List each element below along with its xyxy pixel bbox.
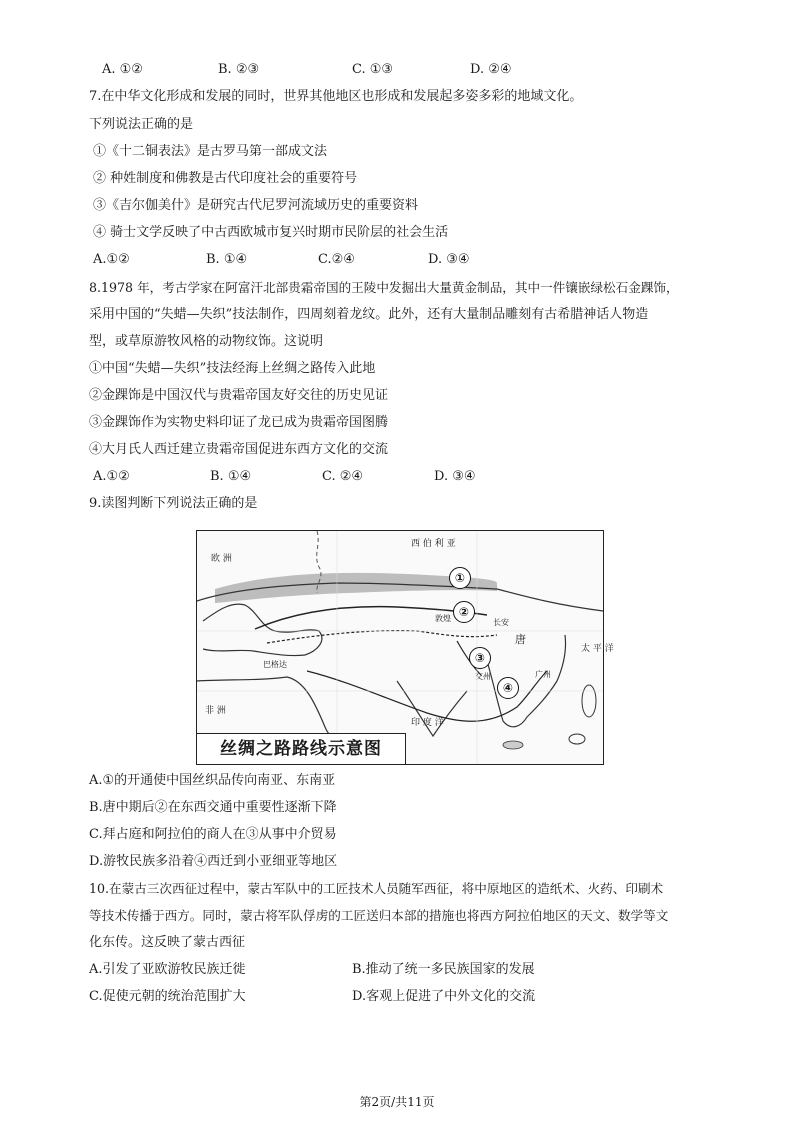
q7-statement-2: ② 种姓制度和佛教是古代印度社会的重要符号 bbox=[93, 171, 358, 186]
map-graphic bbox=[197, 531, 603, 764]
map-label-india: 印 度 洋 bbox=[411, 718, 444, 728]
q10-option-c[interactable]: C.促使元朝的统治范围扩大 bbox=[89, 989, 246, 1004]
q7-statement-1: ①《十二铜表法》是古罗马第一部成文法 bbox=[93, 144, 328, 159]
q7-option-b[interactable]: B. ①④ bbox=[206, 252, 248, 267]
route-marker-4: ④ bbox=[497, 677, 519, 699]
prev-option-d[interactable]: D. ②④ bbox=[470, 62, 512, 77]
page-footer: 第2页/共11页 bbox=[359, 1095, 435, 1109]
q9-option-c[interactable]: C.拜占庭和阿拉伯的商人在③从事中介贸易 bbox=[89, 827, 337, 842]
prev-options-row bbox=[0, 61, 794, 79]
q7-option-d[interactable]: D. ③④ bbox=[428, 252, 470, 267]
q10-stem-line3: 化东传。这反映了蒙古西征 bbox=[89, 935, 246, 950]
q9-option-b[interactable]: B.唐中期后②在东西交通中重要性逐渐下降 bbox=[89, 800, 337, 815]
q7-option-a[interactable]: A.①② bbox=[93, 252, 130, 267]
q7-stem-line2: 下列说法正确的是 bbox=[89, 117, 194, 132]
q9-option-d[interactable]: D.游牧民族多沿着④西迁到小亚细亚等地区 bbox=[89, 854, 338, 869]
silk-road-map bbox=[196, 530, 614, 765]
map-label-jiaozhou: 交州 bbox=[475, 672, 491, 681]
q8-statement-3: ③金踝饰作为实物史料印证了龙已成为贵霜帝国图腾 bbox=[89, 415, 389, 430]
route-marker-1: ① bbox=[449, 567, 471, 589]
q8-stem-line2: 采用中国的“失蜡—失织”技法制作，四周刻着龙纹。此外，还有大量制品雕刻有古希腊神话人物造 bbox=[89, 307, 649, 322]
q8-option-d[interactable]: D. ③④ bbox=[434, 469, 476, 484]
map-label-africa: 非 洲 bbox=[205, 706, 226, 716]
prev-option-b[interactable]: B. ②③ bbox=[218, 62, 260, 77]
map-label-europe: 欧 洲 bbox=[211, 554, 232, 564]
q10-stem-line2: 等技术传播于西方。同时，蒙古将军队俘虏的工匠送归本部的措施也将西方阿拉伯地区的天文、数学等文 bbox=[89, 908, 669, 923]
route-marker-3: ③ bbox=[469, 647, 491, 669]
map-label-guangzhou: 广州 bbox=[535, 670, 551, 679]
q10-stem-line1: 10.在蒙古三次西征过程中，蒙古军队中的工匠技术人员随军西征，将中原地区的造纸术、火药、印刷术 bbox=[89, 881, 664, 896]
q10-option-d[interactable]: D.客观上促进了中外文化的交流 bbox=[352, 989, 536, 1004]
q8-option-c[interactable]: C. ②④ bbox=[322, 469, 364, 484]
q8-statement-4: ④大月氏人西迁建立贵霜帝国促进东西方文化的交流 bbox=[89, 442, 389, 457]
map-label-siberia: 西 伯 利 亚 bbox=[411, 539, 456, 549]
q8-stem-line3: 型，或草原游牧风格的动物纹饰。这说明 bbox=[89, 334, 324, 349]
route-marker-2: ② bbox=[453, 601, 475, 623]
q7-statement-3: ③《吉尔伽美什》是研究古代尼罗河流域历史的重要资料 bbox=[93, 198, 419, 213]
q10-option-b[interactable]: B.推动了统一多民族国家的发展 bbox=[352, 962, 535, 977]
q8-option-b[interactable]: B. ①④ bbox=[210, 469, 252, 484]
q7-stem-line1: 7.在中华文化形成和发展的同时，世界其他地区也形成和发展起多姿多彩的地域文化。 bbox=[89, 89, 583, 104]
map-label-baghdad: 巴格达 bbox=[263, 660, 287, 669]
q7-options-row bbox=[0, 251, 794, 269]
q7-statement-4: ④ 骑士文学反映了中古西欧城市复兴时期市民阶层的社会生活 bbox=[93, 225, 449, 240]
map-caption: 丝绸之路路线示意图 bbox=[197, 733, 406, 764]
q8-options-row bbox=[0, 468, 794, 486]
q8-statement-2: ②金踝饰是中国汉代与贵霜帝国友好交往的历史见证 bbox=[89, 388, 389, 403]
q8-option-a[interactable]: A.①② bbox=[93, 469, 130, 484]
q9-stem: 9.读图判断下列说法正确的是 bbox=[89, 496, 258, 511]
q10-option-a[interactable]: A.引发了亚欧游牧民族迁徙 bbox=[89, 962, 246, 977]
q8-stem-line1: 8.1978 年，考古学家在阿富汗北部贵霜帝国的王陵中发掘出大量黄金制品，其中一件镶嵌绿松石金踝饰， bbox=[89, 280, 679, 295]
q8-statement-1: ①中国“失蜡—失织”技法经海上丝绸之路传入此地 bbox=[89, 361, 376, 376]
q9-option-a[interactable]: A.①的开通使中国丝织品传向南亚、东南亚 bbox=[89, 773, 336, 788]
q7-option-c[interactable]: C.②④ bbox=[318, 252, 355, 267]
map-label-tang: 唐 bbox=[515, 633, 526, 646]
map-label-dunhuang: 敦煌 bbox=[435, 614, 451, 623]
map-label-changan: 长安 bbox=[493, 618, 509, 627]
prev-option-c[interactable]: C. ①③ bbox=[352, 62, 394, 77]
map-label-pacific: 太 平 洋 bbox=[581, 644, 614, 654]
prev-option-a[interactable]: A. ①② bbox=[102, 62, 143, 77]
